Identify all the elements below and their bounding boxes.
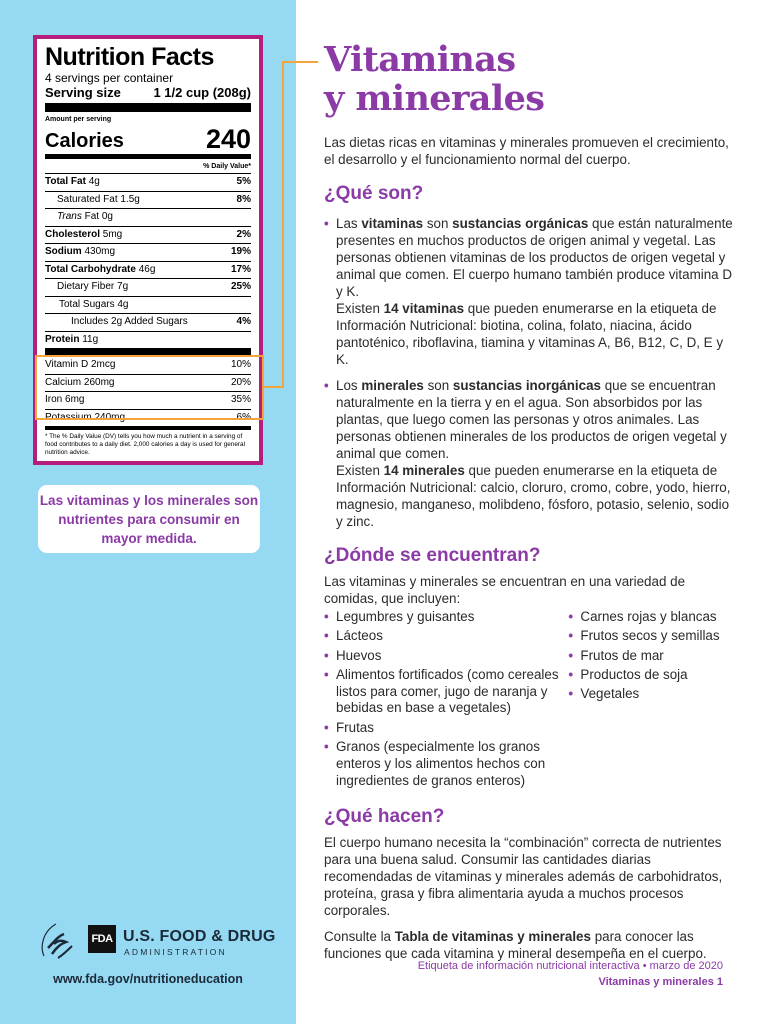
list-item: • Frutos secos y semillas bbox=[568, 628, 738, 645]
micronutrient-pct: 20% bbox=[230, 376, 251, 388]
nutrient-name: Protein bbox=[45, 333, 80, 345]
nutrient-row bbox=[45, 296, 251, 314]
nutrient-name: Trans bbox=[57, 211, 82, 222]
list-item: • Frutos de mar bbox=[568, 648, 738, 665]
minerals-bullet bbox=[324, 377, 738, 462]
title-line-1: Vitaminas bbox=[324, 39, 516, 80]
nutrient-name: Dietary Fiber 7g bbox=[57, 281, 129, 292]
vitamins-bullet bbox=[324, 215, 738, 300]
nutrient-amount: 46g bbox=[135, 263, 156, 275]
list-item: • Carnes rojas y blancas bbox=[568, 609, 738, 626]
foods-column-2 bbox=[568, 609, 738, 792]
calories-value: 240 bbox=[205, 124, 251, 154]
nutrient-amount: 4g bbox=[85, 176, 100, 187]
nutrient-name: Cholesterol bbox=[45, 228, 101, 240]
nutrient-name: Saturated Fat 1.5g bbox=[57, 193, 140, 205]
main-content bbox=[324, 40, 738, 962]
heading-donde: ¿Dónde se encuentran? bbox=[324, 545, 541, 566]
label-footnote: * The % Daily Value (DV) tells you how much a nutrient in a serving of food contributes to a daily diet. 2,000 calories a day is used for general nutrition advice. bbox=[45, 426, 251, 457]
label-title: Nutrition Facts bbox=[45, 43, 214, 71]
divider bbox=[45, 103, 251, 112]
nutrient-row bbox=[45, 313, 251, 331]
amount-per-serving: Amount per serving bbox=[45, 116, 112, 123]
page-title bbox=[324, 40, 738, 118]
vitamins-highlight-box bbox=[35, 355, 264, 420]
nutrient-name: Total Carbohydrate bbox=[45, 263, 136, 275]
micronutrient-pct: 10% bbox=[230, 359, 251, 370]
calories-label: Calories bbox=[45, 130, 124, 152]
text: Existen bbox=[336, 463, 384, 478]
nutrient-amount: Fat 0g bbox=[81, 211, 113, 222]
term-14-vitaminas: 14 vitaminas bbox=[383, 301, 465, 316]
daily-value-header: % Daily Value* bbox=[203, 163, 251, 170]
connector-line bbox=[264, 386, 284, 388]
donde-intro: Las vitaminas y minerales se encuentran en una variedad de comidas, que incluyen: bbox=[324, 574, 686, 606]
serving-size-label: Serving size bbox=[45, 85, 121, 100]
callout-box: Las vitaminas y los minerales son nutrientes para consumir en mayor medida. bbox=[38, 485, 260, 553]
serving-size-value: 1 1/2 cup (208g) bbox=[153, 85, 251, 100]
nutrient-pct: 19% bbox=[230, 246, 251, 257]
calories-row bbox=[45, 124, 251, 152]
heading-que-hacen: ¿Qué hacen? bbox=[324, 805, 445, 827]
nutrient-row bbox=[45, 173, 251, 191]
fda-logo: FDA bbox=[88, 925, 116, 953]
hhs-seal-icon bbox=[36, 918, 78, 962]
nutrient-name: Sodium bbox=[45, 246, 82, 257]
footer-page-title: Vitaminas y minerales 1 bbox=[598, 976, 723, 988]
term-inorganicas: sustancias inorgánicas bbox=[452, 378, 601, 393]
hacen-paragraph: El cuerpo humano necesita la “combinación” correcta de nutrientes para una buena salud. Consumir las cantidades diarias recomendadas de vitaminas y minerales además de carbohidratos, proteína, grasa y fibra alimentaria ayuda a muchos procesos corporales. bbox=[324, 834, 723, 918]
nutrient-amount: 430mg bbox=[81, 246, 116, 257]
nutrient-name: Total Fat bbox=[45, 176, 86, 187]
term-minerales: minerales bbox=[361, 378, 424, 393]
nutrient-row bbox=[45, 261, 251, 279]
term-vitaminas: vitaminas bbox=[361, 216, 424, 231]
nutrient-row bbox=[45, 278, 251, 296]
text: que se encuentran naturalmente en la tierra y en el agua. Son absorbidos por las plantas, que luego comen las personas y otros animales. Las personas obtienen minerales de los productos de origen vegetal y animal que comen. bbox=[336, 378, 727, 461]
text: Existen bbox=[336, 301, 384, 316]
micronutrient-pct: 35% bbox=[230, 394, 251, 405]
foods-column-1 bbox=[324, 609, 568, 792]
text: para conocer las funciones que cada vitamina y mineral desempeña en el cuerpo. bbox=[324, 928, 707, 961]
nutrient-pct: 4% bbox=[236, 316, 251, 327]
list-item: • Frutas bbox=[324, 720, 568, 737]
heading-que-son: ¿Qué son? bbox=[324, 183, 424, 204]
nutrient-row bbox=[45, 243, 251, 261]
term-tabla: Tabla de vitaminas y minerales bbox=[394, 928, 591, 944]
list-item: • Lácteos bbox=[324, 628, 568, 645]
intro-paragraph: Las dietas ricas en vitaminas y minerales promueven el crecimiento, el desarrollo y el funcionamiento normal del cuerpo. bbox=[324, 135, 729, 167]
nutrient-pct: 5% bbox=[236, 176, 251, 187]
text: son bbox=[423, 378, 453, 393]
nutrient-pct: 17% bbox=[230, 263, 251, 275]
footer-source: Etiqueta de información nutricional interactiva • marzo de 2020 bbox=[417, 960, 723, 972]
nutrient-name: Total Sugars 4g bbox=[59, 298, 129, 310]
vitamins-list-paragraph bbox=[324, 300, 738, 368]
nutrient-row bbox=[45, 226, 251, 244]
micronutrient-name: Vitamin D 2mcg bbox=[45, 359, 116, 370]
term-organicas: sustancias orgánicas bbox=[452, 216, 589, 231]
nutrient-amount: 11g bbox=[79, 333, 99, 345]
fda-name: U.S. FOOD & DRUG bbox=[123, 928, 276, 945]
text: Consulte la bbox=[324, 928, 395, 944]
nutrient-name: Includes 2g Added Sugars bbox=[71, 316, 188, 327]
nutrient-pct: 2% bbox=[236, 228, 251, 240]
text: que pueden enumerarse en la etiqueta de Información Nutricional: calcio, cloruro, cromo, cobre, yodo, hierro, magnesio, manganeso, molibdeno, fósforo, potasio, selenio, sodio y zinc. bbox=[336, 463, 731, 529]
servings-per-container: 4 servings per container bbox=[45, 71, 174, 85]
title-line-2: y minerales bbox=[324, 78, 545, 119]
serving-size bbox=[45, 85, 251, 101]
nutrient-pct: 25% bbox=[230, 281, 251, 292]
fda-administration: ADMINISTRATION bbox=[124, 947, 227, 957]
nutrient-row bbox=[45, 208, 251, 226]
nutrient-row bbox=[45, 191, 251, 209]
text: Las bbox=[336, 216, 362, 231]
nutrient-row bbox=[45, 331, 251, 349]
foods-list bbox=[324, 609, 738, 792]
micronutrient-name: Potassium 240mg bbox=[45, 411, 126, 423]
list-item: • Productos de soja bbox=[568, 667, 738, 684]
divider bbox=[45, 154, 251, 159]
micronutrient-name: Calcium 260mg bbox=[45, 376, 115, 388]
consulte-paragraph bbox=[324, 928, 738, 962]
term-14-minerales: 14 minerales bbox=[383, 463, 465, 478]
list-item: • Vegetales bbox=[568, 686, 738, 703]
minerals-list-paragraph bbox=[324, 462, 738, 530]
list-item: • Legumbres y guisantes bbox=[324, 609, 568, 626]
list-item: • Huevos bbox=[324, 648, 568, 665]
nutrient-pct: 8% bbox=[236, 193, 251, 205]
list-item: • Granos (especialmente los granos enteros y los alimentos hechos con ingredientes de granos enteros) bbox=[324, 739, 568, 789]
micronutrient-name: Iron 6mg bbox=[45, 394, 85, 405]
nutrient-amount: 5mg bbox=[100, 228, 123, 240]
text: Los bbox=[336, 378, 362, 393]
connector-line bbox=[282, 61, 284, 388]
connector-line bbox=[282, 61, 318, 63]
fda-url-link[interactable]: www.fda.gov/nutritioneducation bbox=[53, 972, 243, 986]
text: que pueden enumerarse en la etiqueta de Información Nutricional: biotina, colina, folato, niacina, ácido pantoténico, riboflavina, tiamina y vitaminas A, B6, B12, C, D, E y K. bbox=[336, 301, 724, 367]
micronutrient-pct: 6% bbox=[236, 411, 251, 423]
text: que están naturalmente presentes en muchos productos de origen animal y vegetal. Las personas obtienen vitaminas de los productos de origen vegetal y animal que comen. El cuerpo humano también produce vitamina D y K. bbox=[336, 216, 733, 299]
text: son bbox=[423, 216, 453, 231]
list-item: • Alimentos fortificados (como cereales listos para comer, jugo de naranja y bebidas en base a vegetales) bbox=[324, 667, 568, 717]
